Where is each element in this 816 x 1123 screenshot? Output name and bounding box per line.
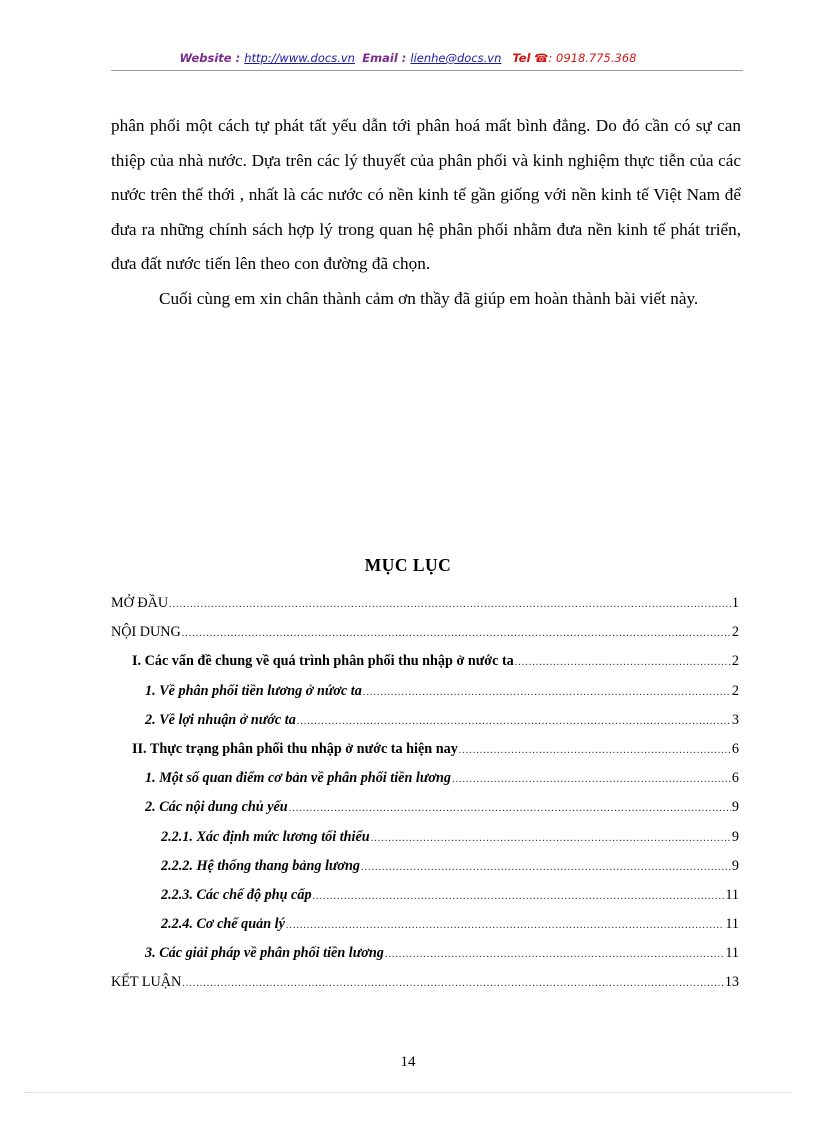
toc-entry-page: 9: [731, 857, 739, 874]
toc-entry-label: 3. Các giải pháp về phân phối tiền lương: [145, 945, 384, 962]
toc-entry-label: 1. Về phân phối tiền lương ở nứơc ta: [145, 682, 362, 699]
toc-leader: [182, 619, 731, 648]
toc-entry[interactable]: [111, 793, 739, 822]
toc-leader: [313, 882, 725, 911]
toc-entry[interactable]: [111, 823, 739, 852]
toc-leader: [459, 736, 731, 765]
toc-entry-page: 2: [731, 682, 739, 699]
page-number: 14: [400, 1054, 416, 1070]
toc-entry-label: 2.2.3. Các chế độ phụ cấp: [161, 886, 312, 903]
toc-entry[interactable]: [111, 706, 739, 735]
header-divider: [111, 70, 743, 71]
website-link[interactable]: http://www.docs.vn: [244, 51, 355, 65]
toc-entry[interactable]: [111, 764, 739, 793]
toc-entry-page: 1: [731, 595, 739, 611]
toc-entry-page: 11: [725, 916, 739, 933]
email-separator: :: [397, 51, 411, 65]
toc-entry-label: 1. Một số quan điểm cơ bản về phân phối tiền lương: [145, 770, 451, 787]
toc-entry[interactable]: [111, 677, 739, 706]
toc-entry-page: 11: [725, 886, 739, 903]
toc-leader: [361, 853, 731, 882]
toc-entry[interactable]: [111, 968, 739, 997]
body-paragraph-2: Cuối cùng em xin chân thành cảm ơn thầy đã giúp em hoàn thành bài viết này.: [159, 288, 699, 308]
toc-leader: [286, 911, 724, 940]
toc-entry-label: 2. Về lợi nhuận ở nước ta: [145, 711, 296, 728]
toc-entry-page: 6: [731, 770, 739, 787]
toc-entry-label: 2.2.4. Cơ chế quản lý: [161, 916, 285, 933]
toc-entry[interactable]: [111, 589, 739, 618]
toc-entry[interactable]: [111, 939, 739, 968]
tel-label: Tel: [512, 51, 531, 65]
toc-leader: [297, 707, 731, 736]
toc-entry-label: MỞ ĐẦU: [111, 595, 169, 611]
toc-entry[interactable]: [111, 647, 739, 676]
toc-entry-page: 9: [731, 828, 739, 845]
toc-leader: [169, 590, 731, 619]
body-paragraph-1: phân phối một cách tự phát tất yếu dẫn tới phân hoá mất bình đẳng. Do đó cần có sự can thiệp của nhà nước. Dựa trên các lý thuyết của phân phối và kinh nghiệm thực tiễn của các nước trên thế thới , nhất là các nước có nền kinh tế gần giống với nền kinh tế Việt Nam để đưa ra những chính sách hợp lý trong quan hệ phân phối nhằm đưa nền kinh tế phát triển, đưa đất nước tiến lên theo con đường đã chọn.: [111, 116, 741, 274]
email-label: Email: [362, 51, 398, 65]
toc-entry-page: 11: [725, 945, 739, 962]
toc-leader: [371, 824, 731, 853]
toc-entry[interactable]: [111, 735, 739, 764]
toc-entry-page: 6: [731, 740, 739, 757]
toc-entry-page: 13: [724, 974, 739, 991]
toc-entry-label: 2.2.1. Xác định mức lương tối thiểu: [161, 828, 370, 845]
toc-entry-page: 9: [731, 799, 739, 816]
toc-entry-page: 3: [731, 711, 739, 728]
toc-entry[interactable]: [111, 852, 739, 881]
toc-leader: [515, 648, 731, 677]
toc-entry-label: NỘI DUNG: [111, 624, 181, 641]
toc-entry-label: 2. Các nội dung chủ yếu: [145, 799, 288, 816]
toc-entry[interactable]: [111, 618, 739, 647]
email-link[interactable]: lienhe@docs.vn: [410, 51, 502, 65]
table-of-contents: [111, 589, 739, 998]
toc-entry-label: I. Các vấn đề chung về quá trình phân phối thu nhập ở nước ta: [132, 653, 514, 670]
tel-number: : 0918.775.368: [548, 51, 637, 65]
page-header: [0, 51, 816, 65]
toc-entry-label: II. Thực trạng phân phối thu nhập ở nước ta hiện nay: [132, 740, 458, 757]
toc-leader: [182, 969, 724, 998]
phone-icon: ☎: [534, 51, 549, 65]
toc-entry-page: 2: [731, 624, 739, 641]
toc-leader: [452, 765, 731, 794]
toc-entry-label: 2.2.2. Hệ thống thang bảng lương: [161, 857, 361, 874]
toc-entry-label: KẾT LUẬN: [111, 974, 182, 991]
toc-entry[interactable]: [111, 881, 739, 910]
toc-entry[interactable]: [111, 910, 739, 939]
body-text: [111, 109, 741, 317]
toc-leader: [385, 940, 725, 969]
toc-leader: [289, 794, 731, 823]
website-label: Website :: [179, 51, 245, 65]
toc-entry-page: 2: [731, 653, 739, 670]
toc-title: MỤC LỤC: [364, 555, 452, 575]
page-bottom-border: [24, 1092, 792, 1093]
toc-leader: [363, 678, 731, 707]
